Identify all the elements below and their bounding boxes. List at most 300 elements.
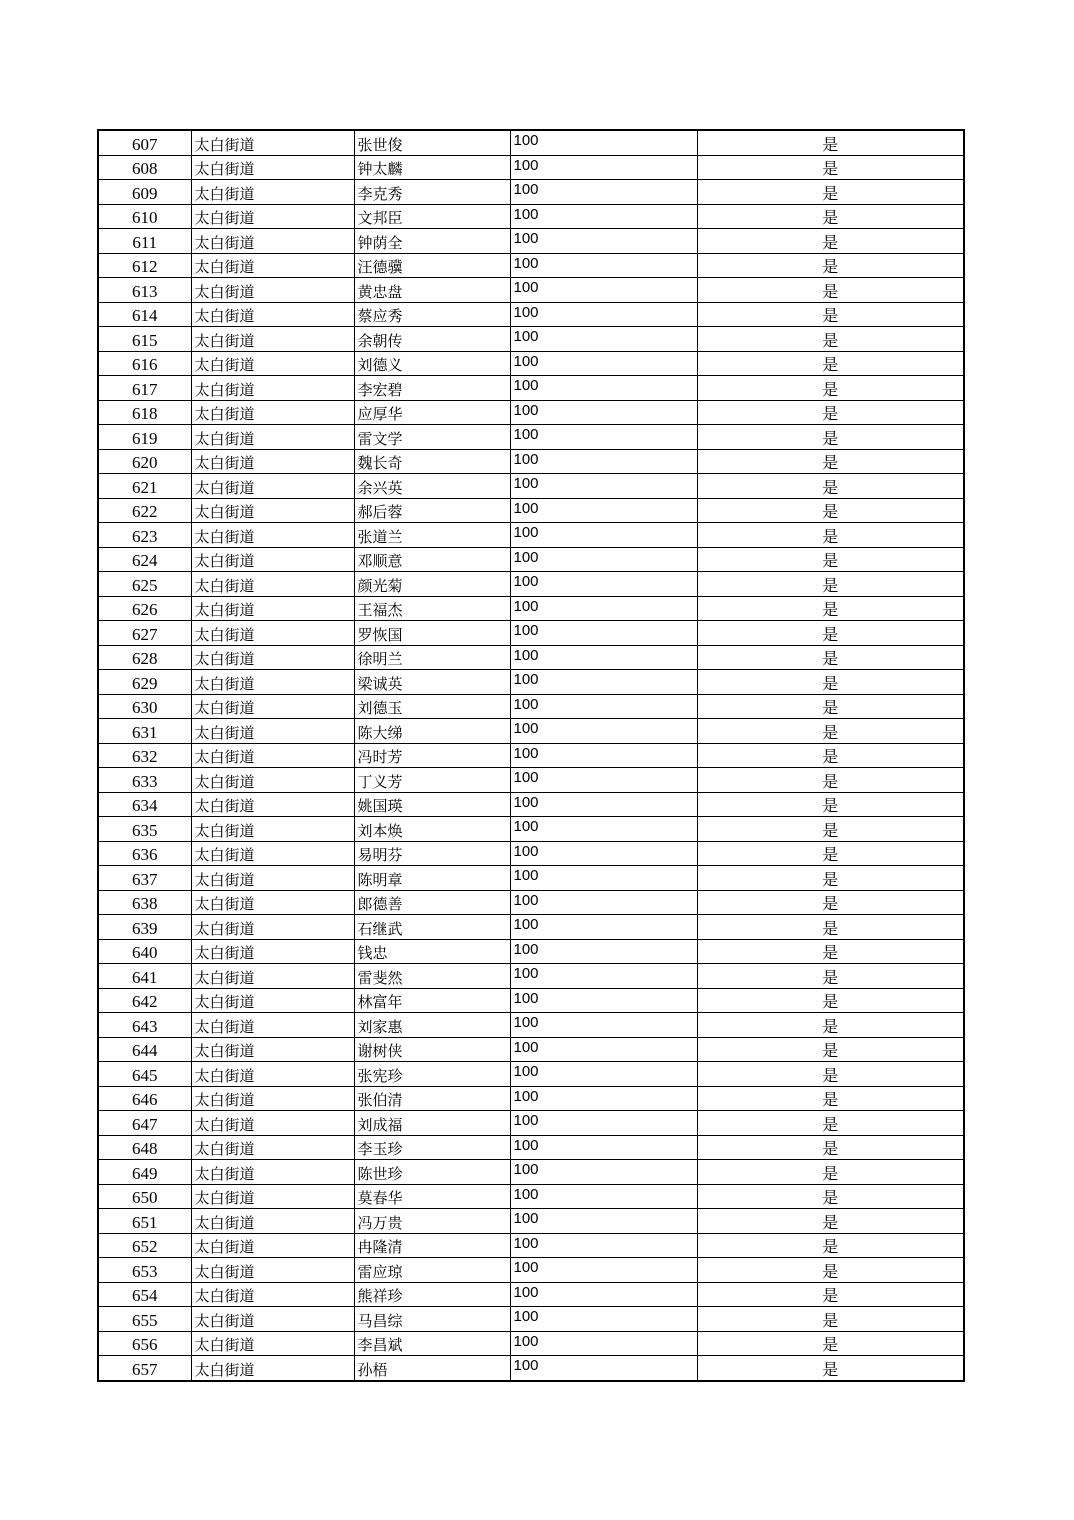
flag-cell: 是 [697,964,964,989]
street-cell: 太白街道 [191,866,354,891]
table-row [98,302,964,327]
amount-cell: 100 [510,1086,697,1111]
table-row [98,670,964,695]
name-cell: 马昌综 [354,1307,510,1332]
table-row [98,1135,964,1160]
table-row [98,155,964,180]
flag-cell: 是 [697,1160,964,1185]
row-number-cell: 654 [98,1282,191,1307]
name-cell: 郝后蓉 [354,498,510,523]
table-row [98,474,964,499]
amount-cell: 100 [510,498,697,523]
table-row [98,351,964,376]
table-body [98,130,964,1381]
amount-cell: 100 [510,670,697,695]
name-cell: 雷应琼 [354,1258,510,1283]
flag-cell: 是 [697,1307,964,1332]
street-cell: 太白街道 [191,400,354,425]
amount-cell: 100 [510,327,697,352]
amount-cell: 100 [510,1135,697,1160]
street-cell: 太白街道 [191,376,354,401]
row-number-cell: 616 [98,351,191,376]
amount-cell: 100 [510,964,697,989]
row-number-cell: 637 [98,866,191,891]
data-table [97,129,965,1382]
street-cell: 太白街道 [191,1184,354,1209]
street-cell: 太白街道 [191,915,354,940]
row-number-cell: 619 [98,425,191,450]
row-number-cell: 641 [98,964,191,989]
row-number-cell: 628 [98,645,191,670]
name-cell: 钟太麟 [354,155,510,180]
flag-cell: 是 [697,498,964,523]
street-cell: 太白街道 [191,817,354,842]
table-row [98,866,964,891]
table-row [98,572,964,597]
street-cell: 太白街道 [191,1135,354,1160]
row-number-cell: 645 [98,1062,191,1087]
amount-cell: 100 [510,474,697,499]
flag-cell: 是 [697,743,964,768]
row-number-cell: 625 [98,572,191,597]
flag-cell: 是 [697,841,964,866]
table-row [98,1160,964,1185]
table-row [98,547,964,572]
name-cell: 石继武 [354,915,510,940]
street-cell: 太白街道 [191,1209,354,1234]
amount-cell: 100 [510,572,697,597]
flag-cell: 是 [697,400,964,425]
name-cell: 熊祥珍 [354,1282,510,1307]
amount-cell: 100 [510,988,697,1013]
name-cell: 陈大绨 [354,719,510,744]
amount-cell: 100 [510,915,697,940]
table-row [98,498,964,523]
street-cell: 太白街道 [191,547,354,572]
amount-cell: 100 [510,1160,697,1185]
name-cell: 魏长奇 [354,449,510,474]
street-cell: 太白街道 [191,719,354,744]
row-number-cell: 631 [98,719,191,744]
street-cell: 太白街道 [191,351,354,376]
street-cell: 太白街道 [191,768,354,793]
name-cell: 姚国瑛 [354,792,510,817]
row-number-cell: 656 [98,1331,191,1356]
flag-cell: 是 [697,1209,964,1234]
street-cell: 太白街道 [191,302,354,327]
flag-cell: 是 [697,694,964,719]
flag-cell: 是 [697,155,964,180]
table-row [98,964,964,989]
table-row [98,915,964,940]
name-cell: 冯时芳 [354,743,510,768]
street-cell: 太白街道 [191,1233,354,1258]
table-row [98,1184,964,1209]
flag-cell: 是 [697,229,964,254]
street-cell: 太白街道 [191,1062,354,1087]
name-cell: 莫春华 [354,1184,510,1209]
row-number-cell: 638 [98,890,191,915]
table-row [98,988,964,1013]
amount-cell: 100 [510,1307,697,1332]
name-cell: 郎德善 [354,890,510,915]
street-cell: 太白街道 [191,572,354,597]
name-cell: 刘家惠 [354,1013,510,1038]
flag-cell: 是 [697,351,964,376]
table-row [98,817,964,842]
street-cell: 太白街道 [191,1111,354,1136]
table-row [98,1233,964,1258]
table-row [98,1209,964,1234]
table-row [98,1111,964,1136]
name-cell: 文邦臣 [354,204,510,229]
table-row [98,376,964,401]
street-cell: 太白街道 [191,1282,354,1307]
flag-cell: 是 [697,939,964,964]
flag-cell: 是 [697,1233,964,1258]
row-number-cell: 633 [98,768,191,793]
row-number-cell: 613 [98,278,191,303]
row-number-cell: 642 [98,988,191,1013]
table-row [98,130,964,155]
amount-cell: 100 [510,547,697,572]
flag-cell: 是 [697,253,964,278]
street-cell: 太白街道 [191,278,354,303]
table-row [98,1307,964,1332]
amount-cell: 100 [510,1209,697,1234]
amount-cell: 100 [510,253,697,278]
amount-cell: 100 [510,229,697,254]
row-number-cell: 620 [98,449,191,474]
table-row [98,425,964,450]
street-cell: 太白街道 [191,523,354,548]
name-cell: 余朝传 [354,327,510,352]
name-cell: 刘德玉 [354,694,510,719]
amount-cell: 100 [510,400,697,425]
street-cell: 太白街道 [191,155,354,180]
name-cell: 刘成福 [354,1111,510,1136]
street-cell: 太白街道 [191,964,354,989]
amount-cell: 100 [510,1037,697,1062]
amount-cell: 100 [510,523,697,548]
name-cell: 张道兰 [354,523,510,548]
flag-cell: 是 [697,425,964,450]
table-row [98,400,964,425]
flag-cell: 是 [697,1111,964,1136]
row-number-cell: 651 [98,1209,191,1234]
row-number-cell: 610 [98,204,191,229]
name-cell: 刘本焕 [354,817,510,842]
table-row [98,1331,964,1356]
row-number-cell: 624 [98,547,191,572]
flag-cell: 是 [697,817,964,842]
row-number-cell: 634 [98,792,191,817]
name-cell: 黄忠盘 [354,278,510,303]
row-number-cell: 629 [98,670,191,695]
street-cell: 太白街道 [191,841,354,866]
row-number-cell: 607 [98,130,191,155]
table-row [98,621,964,646]
name-cell: 钱忠 [354,939,510,964]
flag-cell: 是 [697,474,964,499]
row-number-cell: 644 [98,1037,191,1062]
table-row [98,792,964,817]
amount-cell: 100 [510,302,697,327]
name-cell: 徐明兰 [354,645,510,670]
amount-cell: 100 [510,351,697,376]
flag-cell: 是 [697,130,964,155]
flag-cell: 是 [697,278,964,303]
amount-cell: 100 [510,1258,697,1283]
flag-cell: 是 [697,523,964,548]
amount-cell: 100 [510,376,697,401]
table-row [98,939,964,964]
street-cell: 太白街道 [191,130,354,155]
name-cell: 陈世珍 [354,1160,510,1185]
table-row [98,596,964,621]
table-row [98,253,964,278]
row-number-cell: 627 [98,621,191,646]
row-number-cell: 635 [98,817,191,842]
name-cell: 刘德义 [354,351,510,376]
street-cell: 太白街道 [191,229,354,254]
flag-cell: 是 [697,988,964,1013]
table-row [98,1037,964,1062]
table-row [98,1062,964,1087]
row-number-cell: 614 [98,302,191,327]
row-number-cell: 632 [98,743,191,768]
street-cell: 太白街道 [191,792,354,817]
row-number-cell: 626 [98,596,191,621]
flag-cell: 是 [697,547,964,572]
amount-cell: 100 [510,866,697,891]
name-cell: 孙梧 [354,1356,510,1381]
flag-cell: 是 [697,1356,964,1381]
amount-cell: 100 [510,596,697,621]
row-number-cell: 653 [98,1258,191,1283]
name-cell: 林富年 [354,988,510,1013]
street-cell: 太白街道 [191,180,354,205]
street-cell: 太白街道 [191,621,354,646]
table-row [98,743,964,768]
table-row [98,841,964,866]
row-number-cell: 623 [98,523,191,548]
street-cell: 太白街道 [191,1013,354,1038]
name-cell: 王福杰 [354,596,510,621]
amount-cell: 100 [510,1331,697,1356]
amount-cell: 100 [510,645,697,670]
amount-cell: 100 [510,768,697,793]
name-cell: 李玉珍 [354,1135,510,1160]
flag-cell: 是 [697,376,964,401]
amount-cell: 100 [510,1282,697,1307]
flag-cell: 是 [697,768,964,793]
flag-cell: 是 [697,204,964,229]
street-cell: 太白街道 [191,988,354,1013]
amount-cell: 100 [510,204,697,229]
row-number-cell: 609 [98,180,191,205]
table-row [98,229,964,254]
amount-cell: 100 [510,890,697,915]
row-number-cell: 622 [98,498,191,523]
row-number-cell: 617 [98,376,191,401]
row-number-cell: 655 [98,1307,191,1332]
amount-cell: 100 [510,1184,697,1209]
name-cell: 张世俊 [354,130,510,155]
flag-cell: 是 [697,1331,964,1356]
street-cell: 太白街道 [191,596,354,621]
row-number-cell: 650 [98,1184,191,1209]
flag-cell: 是 [697,1184,964,1209]
table-row [98,204,964,229]
flag-cell: 是 [697,915,964,940]
amount-cell: 100 [510,939,697,964]
flag-cell: 是 [697,1037,964,1062]
street-cell: 太白街道 [191,1086,354,1111]
name-cell: 罗恢国 [354,621,510,646]
table-row [98,1356,964,1381]
name-cell: 冉隆清 [354,1233,510,1258]
row-number-cell: 639 [98,915,191,940]
row-number-cell: 640 [98,939,191,964]
name-cell: 张伯清 [354,1086,510,1111]
street-cell: 太白街道 [191,327,354,352]
row-number-cell: 618 [98,400,191,425]
street-cell: 太白街道 [191,1258,354,1283]
flag-cell: 是 [697,670,964,695]
row-number-cell: 611 [98,229,191,254]
name-cell: 蔡应秀 [354,302,510,327]
name-cell: 张宪珍 [354,1062,510,1087]
flag-cell: 是 [697,302,964,327]
row-number-cell: 630 [98,694,191,719]
name-cell: 李宏碧 [354,376,510,401]
amount-cell: 100 [510,719,697,744]
row-number-cell: 612 [98,253,191,278]
flag-cell: 是 [697,596,964,621]
row-number-cell: 647 [98,1111,191,1136]
row-number-cell: 643 [98,1013,191,1038]
amount-cell: 100 [510,792,697,817]
amount-cell: 100 [510,1356,697,1381]
street-cell: 太白街道 [191,1331,354,1356]
flag-cell: 是 [697,449,964,474]
flag-cell: 是 [697,1282,964,1307]
amount-cell: 100 [510,621,697,646]
street-cell: 太白街道 [191,1037,354,1062]
table-row [98,449,964,474]
street-cell: 太白街道 [191,890,354,915]
flag-cell: 是 [697,866,964,891]
flag-cell: 是 [697,645,964,670]
name-cell: 钟荫全 [354,229,510,254]
amount-cell: 100 [510,1062,697,1087]
name-cell: 易明芬 [354,841,510,866]
street-cell: 太白街道 [191,425,354,450]
amount-cell: 100 [510,425,697,450]
street-cell: 太白街道 [191,253,354,278]
row-number-cell: 615 [98,327,191,352]
table-row [98,327,964,352]
amount-cell: 100 [510,1013,697,1038]
name-cell: 雷斐然 [354,964,510,989]
table-row [98,523,964,548]
table-row [98,719,964,744]
name-cell: 陈明章 [354,866,510,891]
amount-cell: 100 [510,1233,697,1258]
amount-cell: 100 [510,1111,697,1136]
amount-cell: 100 [510,694,697,719]
street-cell: 太白街道 [191,694,354,719]
row-number-cell: 646 [98,1086,191,1111]
row-number-cell: 648 [98,1135,191,1160]
flag-cell: 是 [697,792,964,817]
name-cell: 谢树侠 [354,1037,510,1062]
row-number-cell: 621 [98,474,191,499]
name-cell: 余兴英 [354,474,510,499]
flag-cell: 是 [697,180,964,205]
name-cell: 李昌斌 [354,1331,510,1356]
row-number-cell: 657 [98,1356,191,1381]
table-row [98,1258,964,1283]
table-row [98,278,964,303]
table-row [98,645,964,670]
flag-cell: 是 [697,719,964,744]
row-number-cell: 652 [98,1233,191,1258]
amount-cell: 100 [510,841,697,866]
table-row [98,1282,964,1307]
name-cell: 颜光菊 [354,572,510,597]
street-cell: 太白街道 [191,670,354,695]
street-cell: 太白街道 [191,1356,354,1381]
name-cell: 李克秀 [354,180,510,205]
amount-cell: 100 [510,155,697,180]
amount-cell: 100 [510,817,697,842]
street-cell: 太白街道 [191,1307,354,1332]
street-cell: 太白街道 [191,474,354,499]
table-row [98,768,964,793]
name-cell: 雷文学 [354,425,510,450]
street-cell: 太白街道 [191,498,354,523]
name-cell: 汪德骥 [354,253,510,278]
name-cell: 邓顺意 [354,547,510,572]
row-number-cell: 649 [98,1160,191,1185]
street-cell: 太白街道 [191,449,354,474]
street-cell: 太白街道 [191,939,354,964]
amount-cell: 100 [510,278,697,303]
table-row [98,890,964,915]
flag-cell: 是 [697,890,964,915]
table-row [98,1086,964,1111]
name-cell: 冯万贵 [354,1209,510,1234]
flag-cell: 是 [697,572,964,597]
flag-cell: 是 [697,1062,964,1087]
name-cell: 丁义芳 [354,768,510,793]
flag-cell: 是 [697,1086,964,1111]
street-cell: 太白街道 [191,1160,354,1185]
row-number-cell: 636 [98,841,191,866]
street-cell: 太白街道 [191,743,354,768]
row-number-cell: 608 [98,155,191,180]
street-cell: 太白街道 [191,204,354,229]
table-row [98,1013,964,1038]
amount-cell: 100 [510,130,697,155]
amount-cell: 100 [510,743,697,768]
flag-cell: 是 [697,621,964,646]
amount-cell: 100 [510,180,697,205]
table-row [98,180,964,205]
street-cell: 太白街道 [191,645,354,670]
